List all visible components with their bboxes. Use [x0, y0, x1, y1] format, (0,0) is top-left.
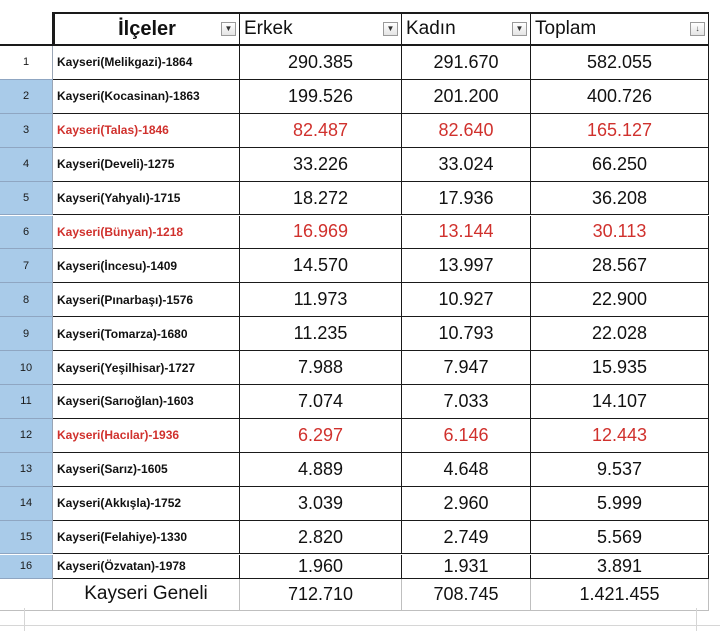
toplam-cell[interactable]: [531, 555, 709, 579]
erkek-value: 18.272: [292, 187, 349, 208]
kadin-value: 10.927: [438, 289, 494, 310]
row-number[interactable]: [0, 283, 53, 317]
toplam-cell[interactable]: [531, 216, 709, 250]
kadin-cell[interactable]: [402, 46, 531, 80]
table-row: [0, 385, 720, 419]
kadin-cell[interactable]: [402, 283, 531, 317]
toplam-value: 15.935: [591, 357, 648, 378]
district-name-value: Kayseri(Melikgazi)-1864: [57, 55, 193, 70]
kadin-cell[interactable]: [402, 453, 531, 487]
kadin-value: 2.960: [443, 492, 489, 513]
toplam-cell[interactable]: [531, 182, 709, 216]
empty-col-gridline: [24, 608, 25, 631]
table-row: [0, 419, 720, 453]
empty-col-gridline: [696, 608, 697, 631]
row-number[interactable]: [0, 419, 53, 453]
row-number-value: 14: [19, 497, 33, 510]
erkek-value: 2.820: [297, 526, 344, 547]
row-number[interactable]: [0, 579, 53, 611]
erkek-value: 6.297: [297, 424, 344, 445]
kadin-cell[interactable]: [402, 521, 531, 555]
total-toplam: 1.421.455: [579, 583, 660, 604]
row-number-value: 7: [22, 259, 30, 272]
erkek-cell[interactable]: [240, 453, 402, 487]
district-name-cell[interactable]: [53, 487, 240, 521]
district-name-cell[interactable]: [53, 419, 240, 453]
erkek-cell[interactable]: [240, 114, 402, 148]
toplam-cell[interactable]: [531, 283, 709, 317]
toplam-cell[interactable]: [531, 521, 709, 555]
row-number[interactable]: [0, 148, 53, 182]
kadin-cell[interactable]: [402, 317, 531, 351]
chevron-down-icon[interactable]: ▼: [383, 22, 398, 36]
row-number[interactable]: [0, 216, 53, 250]
kadin-value: 33.024: [438, 153, 494, 174]
district-name-value: Kayseri(Sarız)-1605: [57, 462, 168, 477]
table-row: [0, 453, 720, 487]
district-name-value: Kayseri(Akkışla)-1752: [57, 496, 182, 511]
district-name-value: Kayseri(Yeşilhisar)-1727: [57, 360, 196, 375]
erkek-value: 290.385: [287, 51, 354, 72]
total-erkek-cell[interactable]: [240, 579, 402, 611]
toplam-value: 66.250: [591, 153, 648, 174]
erkek-value: 11.973: [293, 289, 348, 310]
kadin-cell[interactable]: [402, 351, 531, 385]
district-name-cell[interactable]: [53, 80, 240, 114]
row-number[interactable]: [0, 182, 53, 216]
toplam-value: 400.726: [586, 85, 653, 106]
erkek-value: 4.889: [297, 458, 344, 479]
table-row: [0, 46, 720, 80]
kadin-value: 1.931: [443, 555, 489, 576]
total-toplam-cell[interactable]: [531, 579, 709, 611]
row-number-value: 13: [19, 463, 33, 476]
erkek-cell[interactable]: [240, 555, 402, 579]
table-row: [0, 148, 720, 182]
toplam-cell[interactable]: [531, 80, 709, 114]
row-number-value: 15: [19, 531, 33, 544]
row-number[interactable]: [0, 521, 53, 555]
district-name-value: Kayseri(Sarıoğlan)-1603: [57, 394, 194, 409]
header-row: [0, 12, 720, 46]
total-row: [0, 579, 720, 611]
erkek-cell[interactable]: [240, 46, 402, 80]
kadin-cell[interactable]: [402, 555, 531, 579]
district-name-cell[interactable]: [53, 555, 240, 579]
erkek-value: 3.039: [297, 492, 344, 513]
district-name-cell[interactable]: [53, 46, 240, 80]
header-ilceler-label: İlçeler: [118, 17, 176, 40]
toplam-value: 14.107: [591, 390, 648, 411]
table-row: [0, 317, 720, 351]
toplam-cell[interactable]: [531, 317, 709, 351]
row-number[interactable]: [0, 80, 53, 114]
header-kadin[interactable]: [402, 12, 531, 46]
row-number[interactable]: [0, 114, 53, 148]
district-name-value: Kayseri(Yahyalı)-1715: [57, 191, 181, 206]
toplam-value: 582.055: [586, 51, 653, 72]
district-name-value: Kayseri(Develi)-1275: [57, 157, 175, 172]
erkek-cell[interactable]: [240, 148, 402, 182]
district-name-value: Kayseri(Tomarza)-1680: [57, 326, 188, 341]
table-row: [0, 114, 720, 148]
kadin-cell[interactable]: [402, 182, 531, 216]
erkek-value: 16.969: [292, 221, 349, 242]
sort-filter-icon[interactable]: ↓: [690, 22, 705, 36]
kadin-value: 13.997: [438, 255, 494, 276]
erkek-cell[interactable]: [240, 182, 402, 216]
district-name-cell[interactable]: [53, 182, 240, 216]
toplam-value: 9.537: [596, 458, 643, 479]
district-name-cell[interactable]: [53, 148, 240, 182]
district-name-cell[interactable]: [53, 249, 240, 283]
table-row: [0, 521, 720, 555]
kadin-cell[interactable]: [402, 114, 531, 148]
district-name-value: Kayseri(Kocasinan)-1863: [57, 89, 200, 104]
row-number-value: 1: [22, 56, 30, 69]
row-number[interactable]: [0, 351, 53, 385]
erkek-cell[interactable]: [240, 487, 402, 521]
total-kadin-cell[interactable]: [402, 579, 531, 611]
district-name-cell[interactable]: [53, 216, 240, 250]
chevron-down-icon[interactable]: ▼: [221, 22, 236, 36]
erkek-cell[interactable]: [240, 80, 402, 114]
erkek-cell[interactable]: [240, 249, 402, 283]
district-name-value: Kayseri(Özvatan)-1978: [57, 559, 186, 573]
toplam-cell[interactable]: [531, 419, 709, 453]
erkek-cell[interactable]: [240, 317, 402, 351]
erkek-cell[interactable]: [240, 385, 402, 419]
toplam-value: 22.900: [591, 289, 648, 310]
erkek-cell[interactable]: [240, 521, 402, 555]
total-kadin: 708.745: [433, 583, 499, 604]
row-number-value: 5: [22, 192, 30, 205]
toplam-value: 5.999: [596, 492, 643, 513]
kadin-value: 201.200: [433, 85, 499, 106]
row-number[interactable]: [0, 555, 53, 579]
toplam-value: 5.569: [596, 526, 643, 547]
kadin-cell[interactable]: [402, 148, 531, 182]
row-number[interactable]: [0, 46, 53, 80]
total-label-cell[interactable]: [53, 579, 240, 611]
kadin-value: 291.670: [433, 51, 499, 72]
row-number-value: 16: [19, 560, 33, 572]
erkek-value: 33.226: [292, 153, 349, 174]
toplam-cell[interactable]: [531, 351, 709, 385]
row-number[interactable]: [0, 249, 53, 283]
erkek-value: 1.960: [297, 555, 344, 576]
toplam-cell[interactable]: [531, 148, 709, 182]
table-row: [0, 283, 720, 317]
kadin-value: 10.793: [438, 323, 494, 344]
district-name-value: Kayseri(Hacılar)-1936: [57, 428, 180, 443]
toplam-value: 28.567: [591, 255, 648, 276]
erkek-value: 14.570: [292, 255, 349, 276]
erkek-cell[interactable]: [240, 419, 402, 453]
header-erkek[interactable]: [240, 12, 402, 46]
row-number-value: 3: [22, 124, 30, 137]
header-toplam-label: Toplam: [535, 18, 597, 39]
row-number[interactable]: [0, 453, 53, 487]
erkek-value: 7.074: [297, 390, 344, 411]
header-erkek-label: Erkek: [244, 18, 293, 39]
table-row: [0, 555, 720, 579]
table-row: [0, 80, 720, 114]
table-row: [0, 351, 720, 385]
kadin-value: 13.144: [438, 221, 494, 242]
toplam-value: 12.443: [591, 424, 648, 445]
toplam-value: 22.028: [591, 323, 648, 344]
erkek-cell[interactable]: [240, 283, 402, 317]
header-toplam[interactable]: [531, 12, 709, 46]
corner-cell[interactable]: [0, 12, 53, 46]
district-name-cell[interactable]: [53, 351, 240, 385]
kadin-value: 82.640: [438, 119, 494, 140]
district-name-cell[interactable]: [53, 385, 240, 419]
toplam-value: 165.127: [586, 119, 653, 140]
erkek-value: 11.235: [293, 323, 348, 344]
district-name-cell[interactable]: [53, 114, 240, 148]
district-name-cell[interactable]: [53, 521, 240, 555]
row-number-value: 10: [19, 361, 33, 374]
row-number-value: 4: [22, 158, 30, 171]
total-label: Kayseri Geneli: [84, 583, 208, 604]
kadin-value: 2.749: [443, 526, 489, 547]
row-number-value: 11: [20, 395, 32, 408]
table-row: [0, 249, 720, 283]
toplam-value: 3.891: [596, 555, 643, 576]
row-number[interactable]: [0, 487, 53, 521]
kadin-cell[interactable]: [402, 249, 531, 283]
header-kadin-label: Kadın: [406, 18, 456, 39]
kadin-value: 7.033: [443, 390, 489, 411]
toplam-cell[interactable]: [531, 249, 709, 283]
erkek-value: 199.526: [287, 85, 354, 106]
erkek-cell[interactable]: [240, 216, 402, 250]
kadin-cell[interactable]: [402, 487, 531, 521]
kadin-value: 4.648: [443, 458, 489, 479]
erkek-value: 7.988: [297, 357, 344, 378]
kadin-cell[interactable]: [402, 80, 531, 114]
kadin-cell[interactable]: [402, 385, 531, 419]
header-ilceler[interactable]: [53, 12, 240, 46]
kadin-cell[interactable]: [402, 419, 531, 453]
toplam-value: 30.113: [592, 221, 647, 242]
row-number-value: 2: [22, 90, 30, 103]
district-name-value: Kayseri(Felahiye)-1330: [57, 530, 188, 545]
district-name-value: Kayseri(İncesu)-1409: [57, 258, 178, 273]
kadin-value: 17.936: [438, 187, 494, 208]
district-name-cell[interactable]: [53, 317, 240, 351]
district-name-cell[interactable]: [53, 283, 240, 317]
erkek-cell[interactable]: [240, 351, 402, 385]
toplam-cell[interactable]: [531, 46, 709, 80]
erkek-value: 82.487: [292, 119, 349, 140]
district-name-value: Kayseri(Pınarbaşı)-1576: [57, 292, 194, 307]
toplam-value: 36.208: [591, 187, 648, 208]
toplam-cell[interactable]: [531, 385, 709, 419]
table-row: [0, 216, 720, 250]
table-row: [0, 487, 720, 521]
toplam-cell[interactable]: [531, 114, 709, 148]
toplam-cell[interactable]: [531, 487, 709, 521]
toplam-cell[interactable]: [531, 453, 709, 487]
empty-row-gridline: [0, 625, 720, 626]
district-name-value: Kayseri(Bünyan)-1218: [57, 224, 184, 239]
chevron-down-icon[interactable]: ▼: [512, 22, 527, 36]
total-erkek: 712.710: [287, 583, 354, 604]
row-number-value: 9: [22, 327, 30, 340]
kadin-cell[interactable]: [402, 216, 531, 250]
kadin-value: 6.146: [443, 424, 489, 445]
row-number-value: 6: [22, 225, 30, 238]
row-number-value: 12: [19, 429, 33, 442]
row-number[interactable]: [0, 317, 53, 351]
kadin-value: 7.947: [443, 357, 489, 378]
row-number-value: 8: [22, 293, 30, 306]
district-name-value: Kayseri(Talas)-1846: [57, 123, 169, 138]
district-name-cell[interactable]: [53, 453, 240, 487]
table-row: [0, 182, 720, 216]
row-number[interactable]: [0, 385, 53, 419]
